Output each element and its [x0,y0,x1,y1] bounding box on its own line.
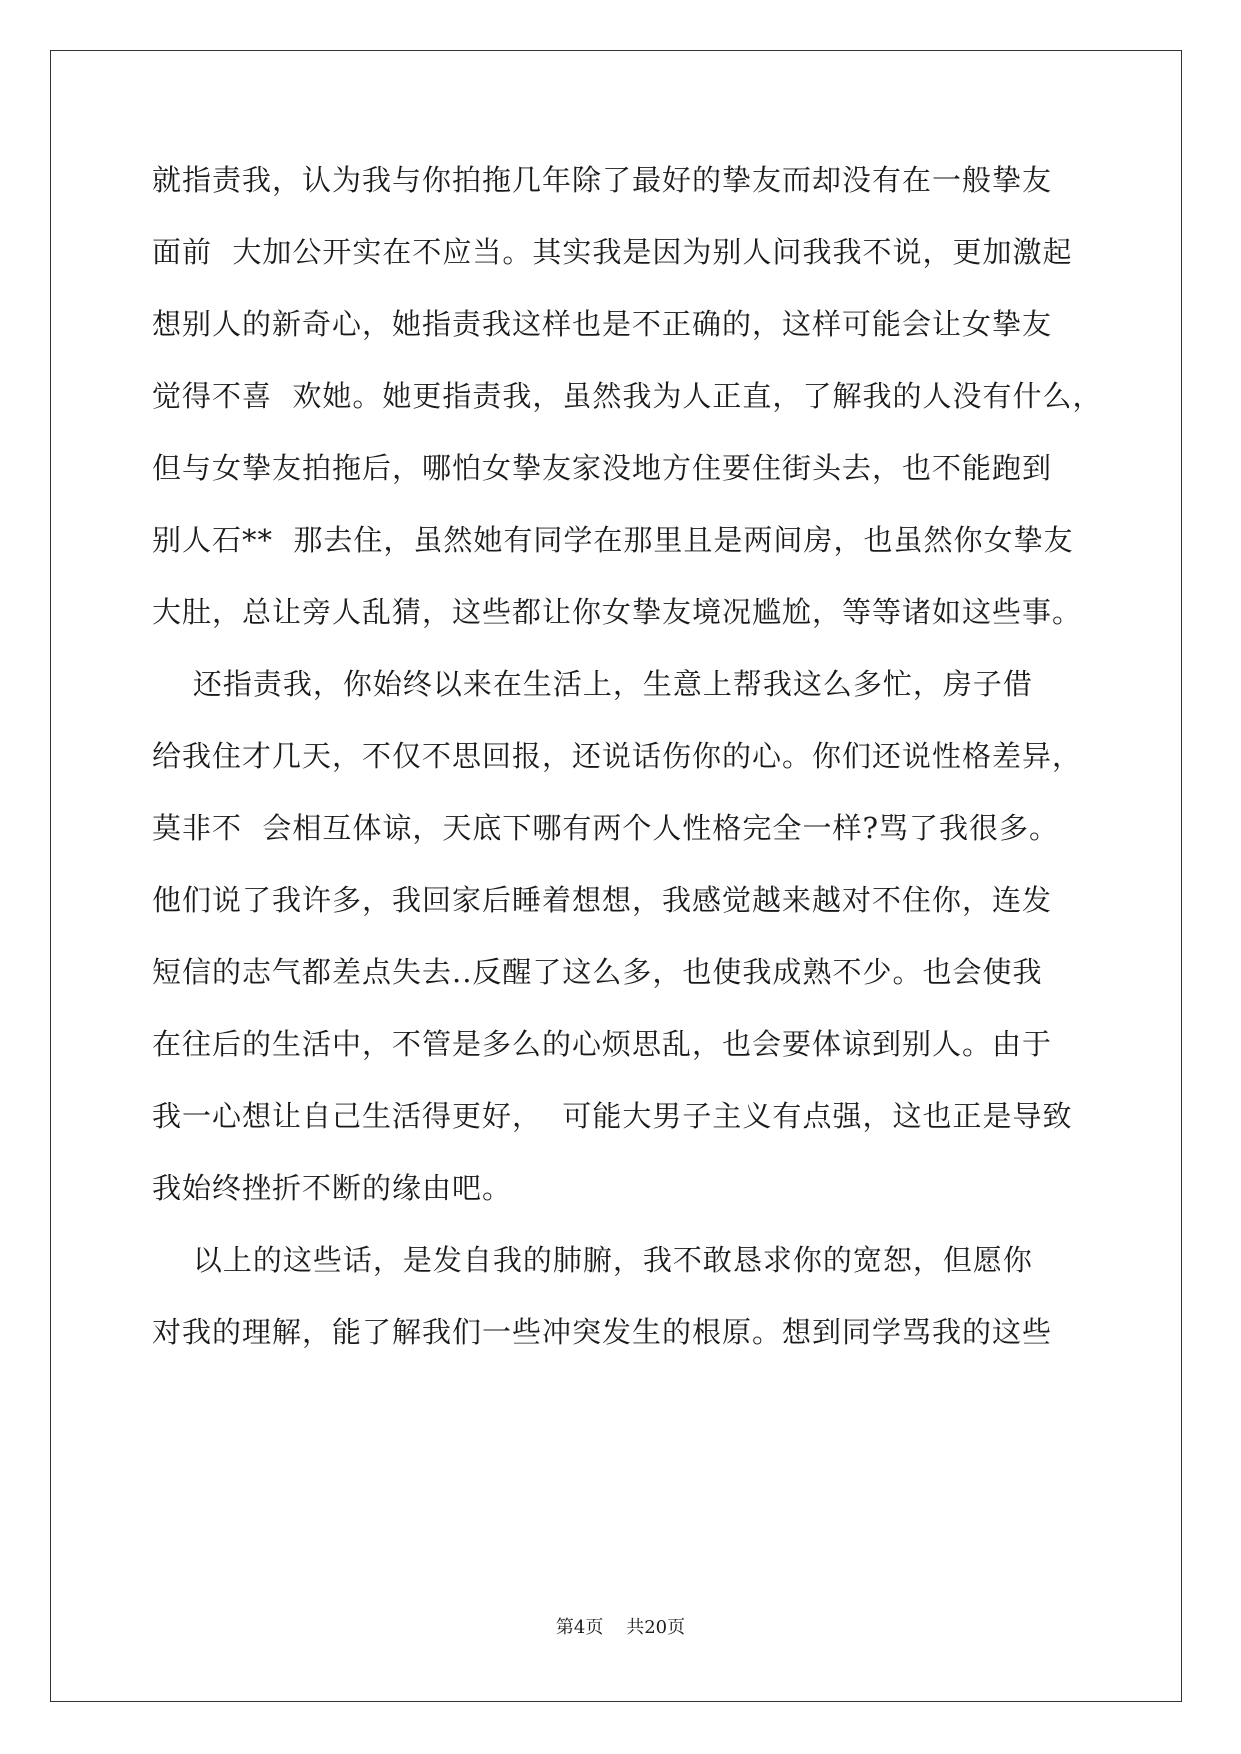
text-line: 就指责我，认为我与你拍拖几年除了最好的挚友而却没有在一般挚友 [152,163,1053,197]
text-line: 对我的理解，能了解我们一些冲突发生的根原。想到同学骂我的这些 [152,1315,1053,1349]
text-line: 别人石** 那去住，虽然她有同学在那里且是两间房，也虽然你女挚友 [152,523,1074,557]
text-line: 以上的这些话，是发自我的肺腑，我不敢恳求你的宽恕，但愿你 [152,1243,1033,1277]
text-line: 我始终挫折不断的缘由吧。 [152,1171,513,1205]
text-line: 莫非不 会相互体谅，天底下哪有两个人性格完全一样?骂了我很多。 [152,811,1059,845]
text-line: 想别人的新奇心，她指责我这样也是不正确的，这样可能会让女挚友 [152,307,1053,341]
text-line: 觉得不喜 欢她。她更指责我，虽然我为人正直，了解我的人没有什么， [152,379,1103,413]
text-line: 给我住才几天，不仅不思回报，还说话伤你的心。你们还说性格差异， [152,739,1083,773]
page-number-footer: 第4页 共20页 [555,1617,686,1638]
text-line: 短信的志气都差点失去..反醒了这么多，也使我成熟不少。也会使我 [152,955,1043,989]
text-line: 还指责我，你始终以来在生活上，生意上帮我这么多忙，房子借 [152,667,1033,701]
text-line: 大肚，总让旁人乱猜，这些都让你女挚友境况尴尬，等等诸如这些事。 [152,595,1083,629]
text-line: 但与女挚友拍拖后，哪怕女挚友家没地方住要住街头去，也不能跑到 [152,451,1053,485]
text-line: 面前 大加公开实在不应当。其实我是因为别人问我我不说，更加激起 [152,235,1073,269]
text-line: 他们说了我许多，我回家后睡着想想，我感觉越来越对不住你，连发 [152,883,1053,917]
page-border [50,50,1182,1702]
text-line: 我一心想让自己生活得更好， 可能大男子主义有点强，这也正是导致 [152,1099,1073,1133]
text-line: 在往后的生活中，不管是多么的心烦思乱，也会要体谅到别人。由于 [152,1027,1053,1061]
